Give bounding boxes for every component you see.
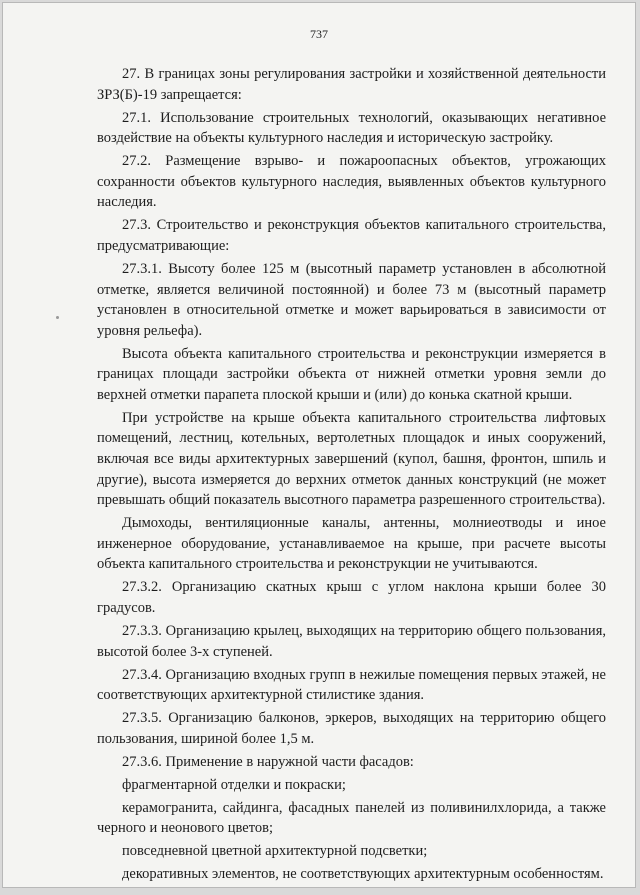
list-item: повседневной цветной архитектурной подсветки; bbox=[122, 843, 428, 860]
paragraph: 27.3.2. Организацию скатных крыш с углом наклона крыши более 30 градусов. bbox=[97, 579, 606, 616]
scan-artifact bbox=[56, 316, 59, 319]
list-item: керамогранита, сайдинга, фасадных панелей из поливинилхлорида, а также черного и неонового цветов; bbox=[97, 799, 606, 837]
paragraph: 27.3.1. Высоту более 125 м (высотный параметр установлен в абсолютной отметке, является величиной постоянной) и более 73 м (высотный параметр установлен в относительной отметке и может варьироваться в зависимости от уровня рельефа). bbox=[97, 260, 606, 339]
paragraph: 27.3.3. Организацию крылец, выходящих на территорию общего пользования, высотой более 3-х ступеней. bbox=[97, 622, 606, 660]
paragraph: Дымоходы, вентиляционные каналы, антенны, молниеотводы и иное инженерное оборудование, устанавливаемое на крыше, при расчете высоты объекта капитального строительства и реконструкции не учитываются. bbox=[97, 515, 606, 573]
paragraph: 27. В границах зоны регулирования застройки и хозяйственной деятельности ЗРЗ(Б)-19 запрещается: bbox=[97, 66, 606, 103]
page-number: 737 bbox=[310, 27, 328, 41]
list-item: фрагментарной отделки и покраски; bbox=[122, 776, 346, 793]
paragraph: 27.3.4. Организацию входных групп в нежилые помещения первых этажей, не соответствующих архитектурной стилистике здания. bbox=[97, 666, 606, 704]
document-body bbox=[97, 64, 606, 887]
paragraph: Высота объекта капитального строительства и реконструкции измеряется в границах площади застройки объекта от нижней отметки уровня земли до верхней отметки парапета плоской крыши и (или) до конька скатной крыши. bbox=[97, 345, 606, 403]
paragraph: При устройстве на крыше объекта капитального строительства лифтовых помещений, лестниц, котельных, вертолетных площадок и иных сооружений, включая все виды архитектурных завершений (купол, башня, фронтон, шпиль и другие), высота измеряется до верхних отметок данных конструкций (не может превышать общий показатель высотного параметра разрешенного строительства). bbox=[97, 409, 606, 509]
paragraph: 27.1. Использование строительных технологий, оказывающих негативное воздействие на объекты культурного наследия и историческую застройку. bbox=[97, 109, 606, 147]
paragraph: 27.3. Строительство и реконструкция объектов капитального строительства, предусматривающие: bbox=[97, 217, 606, 254]
paragraph: 27.3.6. Применение в наружной части фасадов: bbox=[122, 753, 414, 770]
paragraph: 27.2. Размещение взрыво- и пожароопасных объектов, угрожающих сохранности объектов культурного наследия, выявленных объектов культурного наследия. bbox=[97, 153, 606, 211]
list-item: декоративных элементов, не соответствующих архитектурным особенностям. bbox=[122, 866, 604, 883]
document-page bbox=[2, 2, 636, 888]
paragraph: 27.3.5. Организацию балконов, эркеров, выходящих на территорию общего пользования, шириной более 1,5 м. bbox=[97, 710, 606, 747]
